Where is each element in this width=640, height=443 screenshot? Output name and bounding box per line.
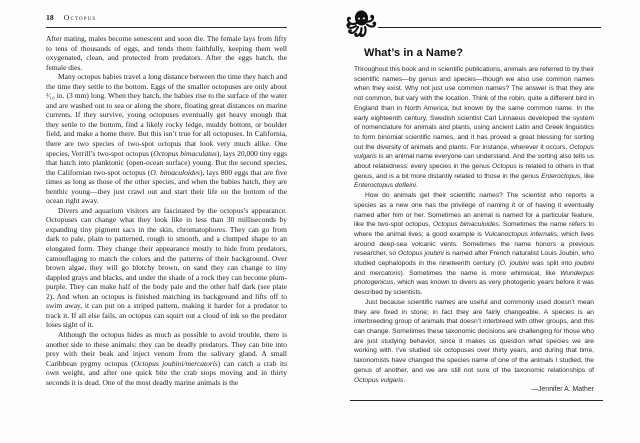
sidebar-whats-in-a-name bbox=[345, 10, 603, 401]
paragraph: Many octopus babies travel a long distance between the time they hatch and the time they settle to the bottom. Eggs of the smaller octopuses are only about ¹⁄₁₀ in. (3 mm) long. When they hatch, the babies rise to the surface of the water and are washed out to sea or along the shore, floating great distances on marine currents. If they survive, young octopuses eventually get heavy enough that they settle to the bottom, find a likely rocky ledge, muddy bottom, or boulder field, and make a home there. But this isn’t true for all octopuses. In California, there are two species of two-spot octopus that look very much alike. One species, Verrill’s two-spot octopus (Octopus bimaculatus), lays 20,000 tiny eggs that hatch into planktonic (open-ocean surface) young. But the second species, the Californian two-spot octopus (O. bimaculoides), lays 800 eggs that are five times as long as those of the other species, and when the babies hatch, they are benthic young—they just crawl out and start their life on the bottom of the ocean right away. bbox=[46, 72, 287, 206]
sidebar-body bbox=[354, 65, 594, 385]
sidebar-bottom-rule bbox=[350, 400, 603, 401]
paragraph: After mating, males become senescent and soon die. The female lays from fifty to tens of thousands of eggs, and tends them faithfully, keeping them well oxygenated, clean, and protected from predators. After the eggs hatch, the female dies. bbox=[46, 34, 287, 72]
paragraph: Divers and aquarium visitors are fascinated by the octopus’s appearance. Octopuses can change what they look like in less than 30 milliseconds by expanding tiny pigment sacs in the skin, chromatophores. They can go from dark to pale, plain to patterned, rough to smooth, and a clumped shape to an elongated form. They change their appearance mostly to hide from predators, camouflaging to match the colors and the patterns of their background. Over brown algae, they will go blotchy brown, on sand they can change to tiny dappled grays and blacks, and under the shade of a rock they can become plum-purple. They can make half of the body pale and the other half dark (see plate 2). And when an octopus is finished matching its background and lifts off to swim away, it can put on a striped pattern, making it harder for a predator to track it. If all else fails, an octopus can squirt out a cloud of ink so the predator loses sight of it. bbox=[46, 205, 287, 330]
page-number: 18 bbox=[46, 13, 54, 22]
left-page-body bbox=[46, 34, 287, 387]
paragraph: How do animals get their scientific names? The scientist who reports a species as a new one has the privilege of naming it or of having it eventually named after him or her. Sometimes an animal is named for a particular feature, like the two-spot octopus, Octopus bimaculoides. Sometimes the name refers to where the animal lives; a good example is Vulcanoctopus infernalis, which lives around deep-sea volcanic vents. Sometimes the name honors a previous researcher, so Octopus joubini is named after French naturalist Louis Joubin, who studied cephalopods in the nineteenth century (O. joubini was split into joubini and mercatoris). Sometimes the name is more whimsical, like Wunderpus photogenicus, which was known to divers as very photogenic years before it was described by scientists. bbox=[354, 192, 594, 297]
sidebar-top-rule bbox=[378, 27, 601, 28]
paragraph: Just because scientific names are useful and commonly used doesn’t mean they are fixed in stone; in fact they are fairly changeable. A species is an interbreeding group of animals that doesn’t interbreed with other groups, and this can change. Sometimes these taxonomic decisions are challenging for those who are just studying behavior, since it makes us question what species we are working with. I’ve studied six octopuses over thirty years, and during that time, taxonomists have changed the species name of one of the animals I studied, the genus of another, and we are still not sure of the taxonomic relationships of Octopus vulgaris. bbox=[354, 298, 594, 384]
left-page bbox=[46, 13, 287, 387]
attribution: —Jennifer A. Mather bbox=[531, 386, 594, 394]
running-head-title: Octopus bbox=[63, 13, 97, 22]
paragraph: Throughout this book and in scientific publications, animals are referred to by their scientific names—by genus and species—though we also use common names when they exist. Why not just use common names? The answer is that they are not common, but vary with the location. Think of the robin, quite a different bird in England than in North America, but known by the same common name. In the early eighteenth century, Swedish scientist Carl Linnaeus developed the system of nomenclature for animals and plants, using ancient Latin and Greek linguistics to form binomial scientific names, and it has proved a great blessing for sorting out the diversity of animals and plants. For instance, wherever it occurs, Octopus vulgaris is an animal name everyone can understand. And the sorting also tells us about relatedness: every species in the genus Octopus is related to others in that genus, and is a bit more distantly related to those in the genus Enteroctopus, like Enteroctopus dofleini. bbox=[354, 66, 594, 190]
paragraph: Although the octopus hides as much as possible to avoid trouble, there is another side to these animals: they can be deadly predators. They can bite into prey with their beak and inject venom from the salivary gland. A small Caribbean pygmy octopus (Octopus joubini/mercatoris) can catch a crab its own weight, and after one quick bite the crab stops moving and in thirty seconds it is dead. One of the most deadly marine animals is the bbox=[46, 329, 288, 387]
sidebar-title: What’s in a Name? bbox=[364, 47, 464, 59]
octopus-icon bbox=[345, 10, 378, 40]
running-header bbox=[46, 13, 287, 28]
sidebar-ornament-row bbox=[345, 10, 603, 40]
